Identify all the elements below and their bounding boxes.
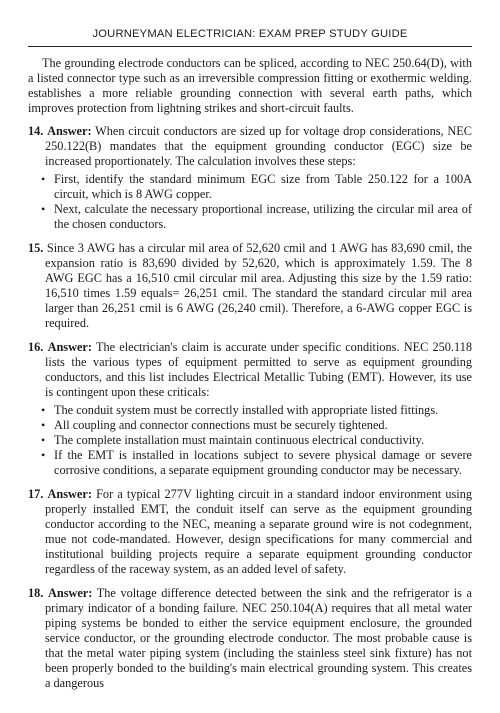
list-item: • If the EMT is installed in locations subject to severe physical damage or severe corrosive conditions, a separate equipment grounding conductor may be necessary. bbox=[54, 448, 472, 478]
answer-item-18 bbox=[28, 586, 472, 691]
list-item: • Next, calculate the necessary proportional increase, utilizing the circular mil area of the chosen conductors. bbox=[54, 202, 472, 232]
answer-item-17 bbox=[28, 487, 472, 577]
answer-label: Answer: bbox=[47, 124, 92, 138]
item-number: 17. bbox=[28, 487, 44, 501]
answer-paragraph bbox=[28, 340, 472, 400]
answer-item-15 bbox=[28, 241, 472, 331]
answer-paragraph bbox=[28, 241, 472, 331]
item-number: 16. bbox=[28, 340, 44, 354]
answer-item-14 bbox=[28, 124, 472, 232]
list-item: • The complete installation must maintain continuous electrical conductivity. bbox=[54, 433, 472, 448]
answer-text: The voltage difference detected between the sink and the refrigerator is a primary indicator of a bonding failure. NEC 250.104(A) requires that all metal water piping systems be bonded to either the service equipment enclosure, the grounded service conductor, or the grounding electrode conductor. The most probable cause is that the metal water piping system (including the stainless steel sink fixture) has not been properly bonded to the building's main electrical grounding system. This creates a dangerous bbox=[45, 586, 472, 690]
running-header: JOURNEYMAN ELECTRICIAN: EXAM PREP STUDY GUIDE bbox=[28, 0, 472, 47]
answer-text: Since 3 AWG has a circular mil area of 52,620 cmil and 1 AWG has 83,690 cmil, the expansion ratio is 83,690 divided by 52,620, which is approximately 1.59. The 8 AWG EGC has a 16,510 cmil circular mil area. Adjusting this size by the 1.59 ratio: 16,510 times 1.59 equals= 26,251 cmil. The standard the standard circular mil area larger than 26,251 cmil is 6 AWG (26,240 cmil). Therefore, a 6-AWG copper EGC is required. bbox=[45, 241, 472, 330]
answer-text: For a typical 277V lighting circuit in a standard indoor environment using properly installed EMT, the conduit itself can serve as the equipment grounding conductor according to the NEC, meaning a separate ground wire is not codegnment, mue not code-mandated. However, design specifications for many commercial and institutional building projects require a separate equipment grounding conductor regardless of the raceway system, as an added level of safety. bbox=[45, 487, 473, 576]
answer-text: When circuit conductors are sized up for voltage drop considerations, NEC 250.122(B) mandates that the equipment grounding conductor (EGC) size be increased proportionately. The calculation involves these steps: bbox=[45, 124, 472, 168]
list-item: • All coupling and connector connections must be securely tightened. bbox=[54, 418, 472, 433]
list-item: • First, identify the standard minimum EGC size from Table 250.122 for a 100A circuit, which is 8 AWG copper. bbox=[54, 172, 472, 202]
answer-label: Answer: bbox=[47, 586, 93, 600]
answer-label: Answer: bbox=[47, 487, 92, 501]
item-number: 15. bbox=[28, 241, 44, 255]
list-item: • The conduit system must be correctly installed with appropriate listed fittings. bbox=[54, 403, 472, 418]
answer-paragraph bbox=[28, 124, 472, 169]
item-number: 14. bbox=[28, 124, 44, 138]
answer-item-16 bbox=[28, 340, 472, 478]
answer-paragraph bbox=[28, 586, 472, 691]
answer-paragraph bbox=[28, 487, 472, 577]
item-number: 18. bbox=[28, 586, 44, 600]
bullet-list bbox=[28, 403, 472, 478]
bullet-list bbox=[28, 172, 472, 232]
answer-text: The electrician's claim is accurate under specific conditions. NEC 250.118 lists the various types of equipment permitted to serve as equipment grounding conductors, and this list includes Electrical Metallic Tubing (EMT). However, its use is contingent upon these criticals: bbox=[45, 340, 472, 399]
answer-label: Answer: bbox=[47, 340, 92, 354]
intro-paragraph: The grounding electrode conductors can be spliced, according to NEC 250.64(D), with a listed connector type such as an irreversible compression fitting or exothermic welding. establishes a more reliable grounding connection with several earth paths, which improves protection from lightning strikes and short-circuit faults. bbox=[28, 56, 472, 115]
